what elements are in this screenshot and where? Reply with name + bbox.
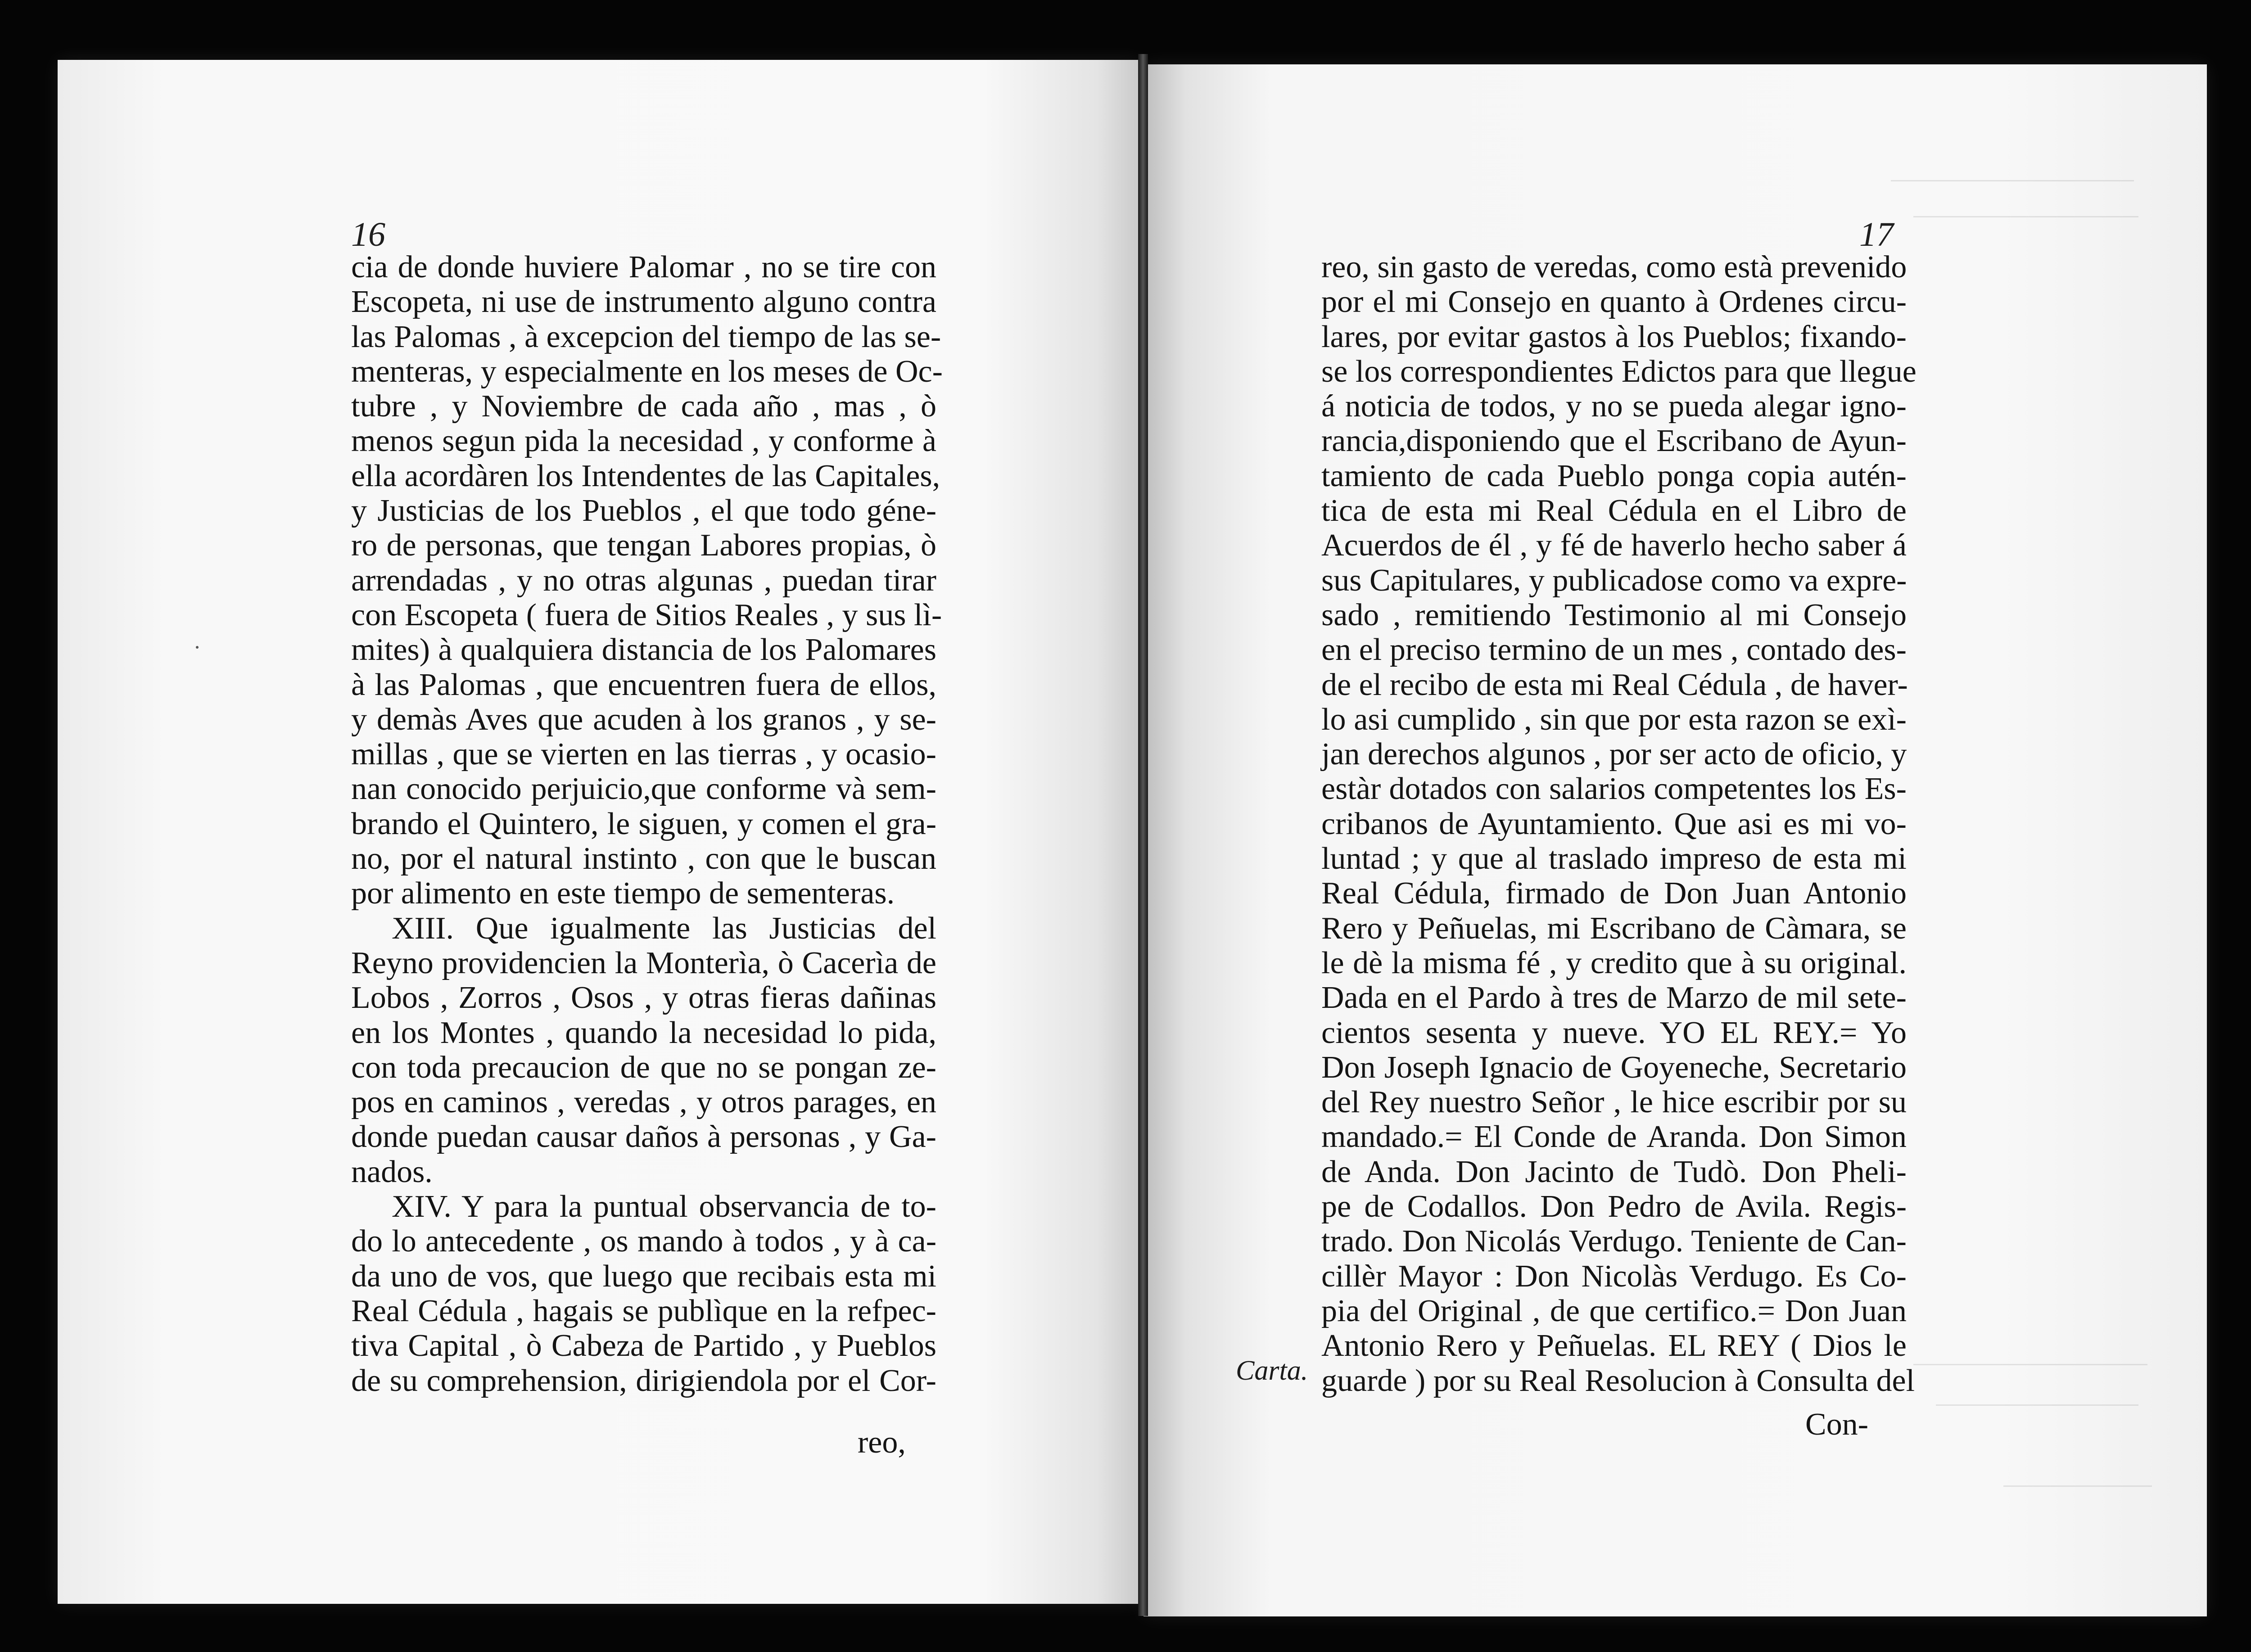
- text-line: menteras, y especialmente en los meses de Oc-: [351, 354, 943, 389]
- text-line: pos en caminos , veredas , y otros parages, en: [351, 1085, 936, 1120]
- text-line: tiva Capital , ò Cabeza de Partido , y Pueblos: [351, 1328, 936, 1363]
- text-line: Rero y Peñuelas, mi Escribano de Càmara, se: [1321, 911, 1907, 946]
- text-line: cientos sesenta y nueve. YO EL REY.= Yo: [1321, 1015, 1907, 1050]
- text-line: reo, sin gasto de veredas, como està prevenido: [1321, 250, 1907, 284]
- text-line: nan conocido perjuicio,que conforme và sem-: [351, 772, 936, 807]
- right-page-number: 17: [1859, 216, 1894, 253]
- text-line: do lo antecedente , os mando à todos , y à ca-: [351, 1224, 936, 1259]
- text-line: de el recibo de esta mi Real Cédula , de haver-: [1321, 667, 1908, 702]
- text-line: no, por el natural instinto , con que le buscan: [351, 841, 936, 876]
- text-line: cillèr Mayor : Don Nicolàs Verdugo. Es Co-: [1321, 1259, 1907, 1294]
- text-line: menos segun pida la necesidad , y conforme à: [351, 424, 936, 459]
- text-line: tamiento de cada Pueblo ponga copia autén-: [1321, 458, 1907, 493]
- text-line: en el preciso termino de un mes , contado des-: [1321, 632, 1907, 668]
- text-line: nados.: [351, 1154, 433, 1189]
- text-line: donde puedan causar daños à personas , y Ga-: [351, 1119, 936, 1155]
- text-line: XIV. Y para la puntual observancia de to-: [392, 1189, 936, 1224]
- text-line: millas , que se vierten en las tierras , y ocasio-: [351, 737, 936, 772]
- text-line: Don Joseph Ignacio de Goyeneche, Secretario: [1321, 1050, 1907, 1085]
- text-line: brando el Quintero, le siguen, y comen el gra-: [351, 806, 936, 841]
- text-line: luntad ; y que al traslado impreso de esta mi: [1321, 841, 1907, 876]
- text-line: ella acordàren los Intendentes de las Capitales,: [351, 458, 940, 493]
- bleed-through-mark: [1936, 1404, 2138, 1406]
- book-gutter: [1138, 54, 1148, 1616]
- text-line: en los Montes , quando la necesidad lo pida,: [351, 1015, 936, 1050]
- text-line: con toda precaucion de que no se pongan ze-: [351, 1050, 936, 1085]
- text-line: por alimento en este tiempo de sementeras.: [351, 876, 895, 911]
- text-line: cribanos de Ayuntamiento. Que asi es mi vo-: [1321, 806, 1907, 841]
- bleed-through-mark: [1913, 216, 2138, 217]
- text-line: rancia,disponiendo que el Escribano de Ayun-: [1321, 424, 1907, 459]
- text-line: tica de esta mi Real Cédula en el Libro de: [1321, 493, 1907, 528]
- text-line: trado. Don Nicolás Verdugo. Teniente de Can-: [1321, 1224, 1907, 1259]
- text-line: las Palomas , à excepcion del tiempo de las se-: [351, 319, 941, 354]
- bleed-through-mark: [1891, 180, 2134, 181]
- text-line: Dada en el Pardo à tres de Marzo de mil sete-: [1321, 980, 1907, 1016]
- text-line: con Escopeta ( fuera de Sitios Reales , y sus lì-: [351, 597, 942, 632]
- bleed-through-mark: [1913, 1364, 2147, 1365]
- text-line: Escopeta, ni use de instrumento alguno contra: [351, 284, 936, 320]
- text-line: Acuerdos de él , y fé de haverlo hecho saber á: [1321, 528, 1907, 563]
- text-line: por el mi Consejo en quanto à Ordenes circu-: [1321, 284, 1907, 320]
- text-line: lares, por evitar gastos à los Pueblos; fixando-: [1321, 319, 1907, 354]
- text-line: à las Palomas , que encuentren fuera de ellos,: [351, 667, 936, 702]
- text-line: y Justicias de los Pueblos , el que todo géne-: [351, 493, 936, 528]
- text-line: ro de personas, que tengan Labores propias, ò: [351, 528, 936, 563]
- text-line: se los correspondientes Edictos para que llegue: [1321, 354, 1917, 389]
- margin-note-carta: Carta.: [1236, 1355, 1308, 1386]
- text-line: de Anda. Don Jacinto de Tudò. Don Pheli-: [1321, 1154, 1907, 1189]
- text-line: del Rey nuestro Señor , le hice escribir por su: [1321, 1085, 1907, 1120]
- text-line: sus Capitulares, y publicadose como va expre-: [1321, 563, 1907, 598]
- text-line: jan derechos algunos , por ser acto de oficio, y: [1321, 737, 1907, 772]
- text-line: Real Cédula, firmado de Don Juan Antonio: [1321, 876, 1907, 911]
- text-line: pia del Original , de que certifico.= Don Juan: [1321, 1293, 1907, 1328]
- text-line: Antonio Rero y Peñuelas. EL REY ( Dios le: [1321, 1328, 1907, 1363]
- text-line: á noticia de todos, y no se pueda alegar igno-: [1321, 389, 1907, 424]
- speck: [196, 646, 199, 649]
- text-line: cia de donde huviere Palomar , no se tire con: [351, 250, 936, 284]
- text-line: mites) à qualquiera distancia de los Palomares: [351, 632, 936, 668]
- text-line: y demàs Aves que acuden à los granos , y se-: [351, 702, 936, 737]
- text-line: arrendadas , y no otras algunas , puedan tirar: [351, 563, 936, 598]
- text-line: tubre , y Noviembre de cada año , mas , ò: [351, 389, 936, 424]
- text-line: guarde ) por su Real Resolucion à Consulta del: [1321, 1363, 1915, 1398]
- text-line: le dè la misma fé , y credito que à su original.: [1321, 945, 1907, 980]
- text-line: Reyno providencien la Monterìa, ò Cacerìa de: [351, 945, 936, 980]
- text-line: Lobos , Zorros , Osos , y otras fieras dañinas: [351, 980, 936, 1016]
- text-line: de su comprehension, dirigiendola por el Cor-: [351, 1363, 936, 1398]
- text-line: Real Cédula , hagais se publìque en la refpec-: [351, 1293, 936, 1328]
- left-page-number: 16: [351, 216, 385, 253]
- right-catchword: Con-: [1805, 1407, 1868, 1442]
- left-page-text: [351, 250, 943, 1398]
- text-line: da uno de vos, que luego que recibais esta mi: [351, 1259, 936, 1294]
- text-line: pe de Codallos. Don Pedro de Avila. Regis-: [1321, 1189, 1907, 1224]
- text-line: XIII. Que igualmente las Justicias del: [392, 911, 936, 946]
- left-catchword: reo,: [858, 1425, 906, 1460]
- text-line: estàr dotados con salarios competentes los Es-: [1321, 772, 1907, 807]
- text-line: lo asi cumplido , sin que por esta razon se exì-: [1321, 702, 1907, 737]
- text-line: mandado.= El Conde de Aranda. Don Simon: [1321, 1119, 1907, 1155]
- bleed-through-mark: [2003, 1485, 2152, 1487]
- text-line: sado , remitiendo Testimonio al mi Consejo: [1321, 597, 1907, 632]
- right-page-text: [1321, 250, 1917, 1398]
